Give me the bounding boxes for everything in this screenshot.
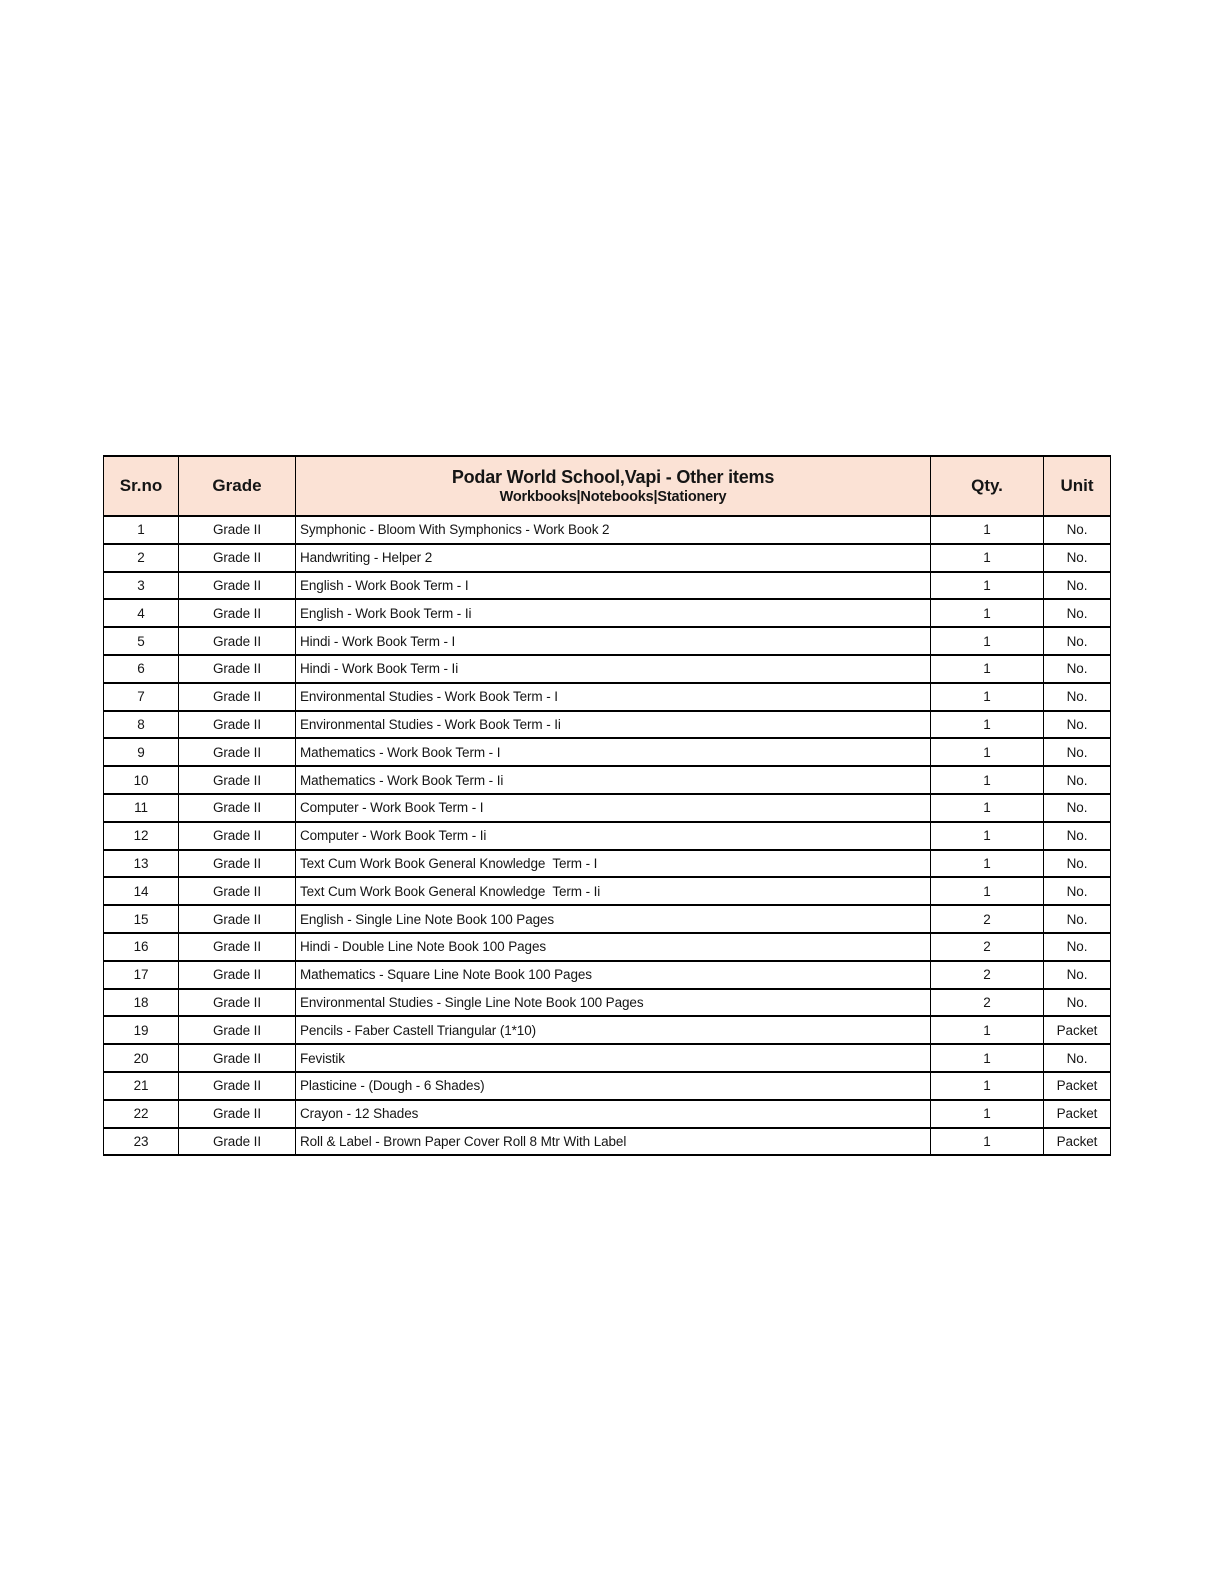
cell-srno: 16 xyxy=(104,933,179,961)
table-row xyxy=(104,905,1111,933)
cell-qty: 2 xyxy=(931,905,1044,933)
table-row xyxy=(104,627,1111,655)
cell-qty: 1 xyxy=(931,1044,1044,1072)
cell-unit: No. xyxy=(1044,766,1111,794)
cell-grade: Grade II xyxy=(179,683,296,711)
cell-unit: No. xyxy=(1044,544,1111,572)
cell-srno: 7 xyxy=(104,683,179,711)
cell-qty: 1 xyxy=(931,1016,1044,1044)
table-row xyxy=(104,766,1111,794)
cell-item: Text Cum Work Book General Knowledge Term - I xyxy=(296,850,931,878)
cell-item: Roll & Label - Brown Paper Cover Roll 8 Mtr With Label xyxy=(296,1128,931,1156)
cell-grade: Grade II xyxy=(179,989,296,1017)
cell-unit: No. xyxy=(1044,989,1111,1017)
table-row xyxy=(104,1128,1111,1156)
cell-unit: No. xyxy=(1044,822,1111,850)
table-row xyxy=(104,516,1111,544)
cell-qty: 1 xyxy=(931,683,1044,711)
cell-qty: 1 xyxy=(931,711,1044,739)
table-row xyxy=(104,738,1111,766)
cell-unit: No. xyxy=(1044,877,1111,905)
header-srno: Sr.no xyxy=(104,456,179,516)
cell-srno: 4 xyxy=(104,599,179,627)
cell-srno: 9 xyxy=(104,738,179,766)
table-title: Podar World School,Vapi - Other items xyxy=(451,467,775,488)
table-row xyxy=(104,794,1111,822)
cell-srno: 19 xyxy=(104,1016,179,1044)
cell-unit: No. xyxy=(1044,738,1111,766)
cell-qty: 1 xyxy=(931,850,1044,878)
cell-unit: No. xyxy=(1044,711,1111,739)
cell-qty: 1 xyxy=(931,516,1044,544)
header-title-cell xyxy=(296,456,931,516)
header-grade: Grade xyxy=(179,456,296,516)
cell-unit: No. xyxy=(1044,933,1111,961)
cell-grade: Grade II xyxy=(179,1016,296,1044)
cell-unit: No. xyxy=(1044,905,1111,933)
cell-unit: No. xyxy=(1044,1044,1111,1072)
table-row xyxy=(104,711,1111,739)
cell-qty: 1 xyxy=(931,1100,1044,1128)
cell-item: Pencils - Faber Castell Triangular (1*10) xyxy=(296,1016,931,1044)
cell-unit: No. xyxy=(1044,850,1111,878)
cell-unit: No. xyxy=(1044,655,1111,683)
cell-srno: 3 xyxy=(104,572,179,600)
cell-srno: 18 xyxy=(104,989,179,1017)
cell-srno: 12 xyxy=(104,822,179,850)
cell-qty: 1 xyxy=(931,572,1044,600)
cell-item: Mathematics - Square Line Note Book 100 Pages xyxy=(296,961,931,989)
cell-unit: No. xyxy=(1044,572,1111,600)
table-row xyxy=(104,989,1111,1017)
cell-grade: Grade II xyxy=(179,544,296,572)
cell-grade: Grade II xyxy=(179,877,296,905)
cell-item: Handwriting - Helper 2 xyxy=(296,544,931,572)
table-row xyxy=(104,1044,1111,1072)
cell-srno: 5 xyxy=(104,627,179,655)
cell-unit: No. xyxy=(1044,961,1111,989)
cell-grade: Grade II xyxy=(179,516,296,544)
cell-unit: No. xyxy=(1044,627,1111,655)
cell-grade: Grade II xyxy=(179,738,296,766)
cell-srno: 8 xyxy=(104,711,179,739)
cell-item: Symphonic - Bloom With Symphonics - Work Book 2 xyxy=(296,516,931,544)
table-row xyxy=(104,544,1111,572)
cell-item: Fevistik xyxy=(296,1044,931,1072)
cell-unit: Packet xyxy=(1044,1128,1111,1156)
cell-qty: 2 xyxy=(931,933,1044,961)
cell-item: Text Cum Work Book General Knowledge Term - Ii xyxy=(296,877,931,905)
cell-item: Computer - Work Book Term - Ii xyxy=(296,822,931,850)
cell-qty: 2 xyxy=(931,961,1044,989)
cell-srno: 17 xyxy=(104,961,179,989)
cell-item: Hindi - Work Book Term - I xyxy=(296,627,931,655)
cell-grade: Grade II xyxy=(179,1072,296,1100)
cell-grade: Grade II xyxy=(179,572,296,600)
cell-srno: 21 xyxy=(104,1072,179,1100)
header-qty: Qty. xyxy=(931,456,1044,516)
cell-srno: 6 xyxy=(104,655,179,683)
cell-item: English - Work Book Term - Ii xyxy=(296,599,931,627)
cell-grade: Grade II xyxy=(179,905,296,933)
cell-grade: Grade II xyxy=(179,599,296,627)
cell-qty: 1 xyxy=(931,627,1044,655)
cell-qty: 1 xyxy=(931,877,1044,905)
cell-qty: 1 xyxy=(931,794,1044,822)
cell-grade: Grade II xyxy=(179,1100,296,1128)
cell-qty: 1 xyxy=(931,599,1044,627)
cell-unit: No. xyxy=(1044,516,1111,544)
cell-qty: 1 xyxy=(931,544,1044,572)
table-row xyxy=(104,850,1111,878)
cell-item: Hindi - Work Book Term - Ii xyxy=(296,655,931,683)
cell-unit: No. xyxy=(1044,599,1111,627)
cell-item: Mathematics - Work Book Term - I xyxy=(296,738,931,766)
cell-qty: 1 xyxy=(931,766,1044,794)
supply-list-table xyxy=(103,455,1111,1156)
cell-srno: 20 xyxy=(104,1044,179,1072)
cell-item: Computer - Work Book Term - I xyxy=(296,794,931,822)
cell-grade: Grade II xyxy=(179,1128,296,1156)
cell-item: Environmental Studies - Work Book Term - I xyxy=(296,683,931,711)
cell-srno: 10 xyxy=(104,766,179,794)
cell-grade: Grade II xyxy=(179,961,296,989)
cell-qty: 1 xyxy=(931,822,1044,850)
cell-grade: Grade II xyxy=(179,655,296,683)
table-row xyxy=(104,1100,1111,1128)
cell-grade: Grade II xyxy=(179,822,296,850)
cell-srno: 2 xyxy=(104,544,179,572)
cell-qty: 1 xyxy=(931,1128,1044,1156)
table-row xyxy=(104,572,1111,600)
cell-grade: Grade II xyxy=(179,794,296,822)
table-row xyxy=(104,822,1111,850)
cell-srno: 14 xyxy=(104,877,179,905)
cell-item: Crayon - 12 Shades xyxy=(296,1100,931,1128)
table-row xyxy=(104,961,1111,989)
cell-item: Plasticine - (Dough - 6 Shades) xyxy=(296,1072,931,1100)
table-row xyxy=(104,1072,1111,1100)
cell-unit: No. xyxy=(1044,794,1111,822)
cell-qty: 1 xyxy=(931,1072,1044,1100)
header-row xyxy=(104,456,1111,516)
table-row xyxy=(104,599,1111,627)
cell-srno: 15 xyxy=(104,905,179,933)
cell-item: English - Work Book Term - I xyxy=(296,572,931,600)
cell-grade: Grade II xyxy=(179,627,296,655)
table-subtitle: Workbooks|Notebooks|Stationery xyxy=(499,488,727,505)
cell-srno: 22 xyxy=(104,1100,179,1128)
cell-grade: Grade II xyxy=(179,850,296,878)
cell-item: Environmental Studies - Single Line Note Book 100 Pages xyxy=(296,989,931,1017)
cell-grade: Grade II xyxy=(179,766,296,794)
table-row xyxy=(104,683,1111,711)
cell-qty: 1 xyxy=(931,738,1044,766)
table-row xyxy=(104,933,1111,961)
table-row xyxy=(104,1016,1111,1044)
cell-grade: Grade II xyxy=(179,711,296,739)
cell-srno: 13 xyxy=(104,850,179,878)
header-unit: Unit xyxy=(1044,456,1111,516)
cell-item: Mathematics - Work Book Term - Ii xyxy=(296,766,931,794)
table-row xyxy=(104,877,1111,905)
cell-grade: Grade II xyxy=(179,1044,296,1072)
cell-unit: Packet xyxy=(1044,1072,1111,1100)
cell-grade: Grade II xyxy=(179,933,296,961)
cell-item: Hindi - Double Line Note Book 100 Pages xyxy=(296,933,931,961)
cell-unit: Packet xyxy=(1044,1100,1111,1128)
cell-unit: Packet xyxy=(1044,1016,1111,1044)
cell-item: Environmental Studies - Work Book Term - Ii xyxy=(296,711,931,739)
cell-item: English - Single Line Note Book 100 Pages xyxy=(296,905,931,933)
cell-qty: 2 xyxy=(931,989,1044,1017)
cell-qty: 1 xyxy=(931,655,1044,683)
cell-srno: 11 xyxy=(104,794,179,822)
table-row xyxy=(104,655,1111,683)
cell-unit: No. xyxy=(1044,683,1111,711)
cell-srno: 23 xyxy=(104,1128,179,1156)
cell-srno: 1 xyxy=(104,516,179,544)
